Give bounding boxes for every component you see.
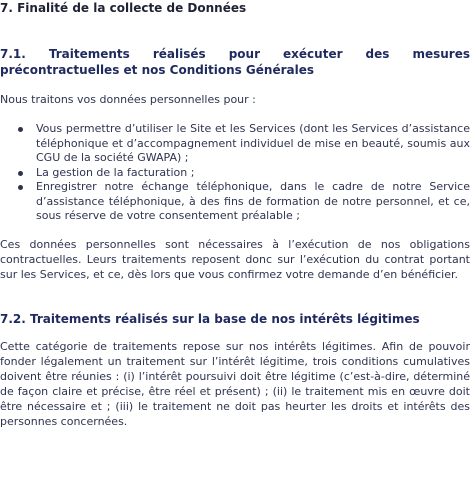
bullet-icon bbox=[18, 127, 23, 132]
section-title: 7. Finalité de la collecte de Données bbox=[0, 1, 247, 15]
subsection-7-1-closing: Ces données personnelles sont nécessaires à l’exécution de nos obligations contractuelles. Leurs traitements reposent donc sur l’exécution du contrat portant sur les Services, et ce, dès lors que vous confirmez votre demande d’en bénéficier. bbox=[0, 238, 470, 281]
list-item bbox=[0, 122, 470, 166]
list-item-text: La gestion de la facturation ; bbox=[36, 165, 195, 179]
list-item-text: Vous permettre d’utiliser le Site et les Services (dont les Services d’assistance téléphonique et d’accompagnement individuel de mise en beauté, soumis aux CGU de la société GWAPA) ; bbox=[36, 122, 470, 164]
purpose-list bbox=[0, 122, 470, 224]
bullet-icon bbox=[18, 185, 23, 190]
list-item-text: Enregistrer notre échange téléphonique, dans le cadre de notre Service d’assistance téléphonique, à des fins de formation de notre personnel, et ce, sous réserve de votre consentement préalable ; bbox=[36, 180, 470, 222]
subsection-7-1-intro: Nous traitons vos données personnelles pour : bbox=[0, 93, 256, 106]
bullet-icon bbox=[18, 171, 23, 176]
subsection-7-2-body: Cette catégorie de traitements repose sur nos intérêts légitimes. Afin de pouvoir fonder légalement un traitement sur l’intérêt légitime, trois conditions cumulatives doivent être réunies : (i) l’intérêt poursuivi doit être légitime (c’est-à-dire, déterminé de façon claire et précise, être réel et présent) ; (ii) le traitement mis en œuvre doit être nécessaire et ; (iii) le traitement ne doit pas heurter les droits et intérêts des personnes concernées. bbox=[0, 340, 470, 428]
list-item bbox=[0, 180, 470, 224]
subsection-7-2-title: 7.2. Traitements réalisés sur la base de nos intérêts légitimes bbox=[0, 312, 420, 326]
list-item bbox=[0, 166, 470, 181]
subsection-7-1-title: 7.1. Traitements réalisés pour exécuter des mesures précontractuelles et nos Conditions Générales bbox=[0, 47, 470, 77]
